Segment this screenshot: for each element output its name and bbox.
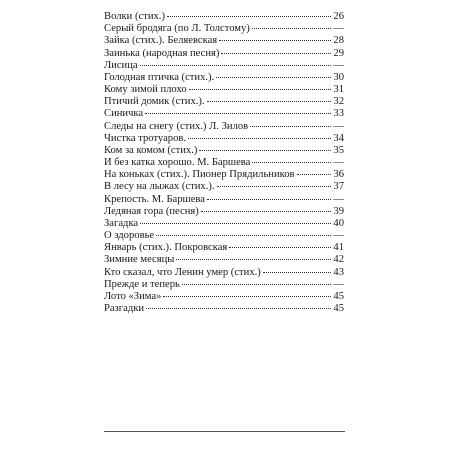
toc-entry xyxy=(104,157,344,169)
toc-entry xyxy=(104,145,344,157)
toc-entry-page-number: 45 xyxy=(333,303,344,315)
toc-entry-title: На коньках (стих.). Пионер Прядильников xyxy=(104,169,295,181)
toc-entry-title: О здоровье xyxy=(104,230,155,242)
toc-entry xyxy=(104,254,344,266)
toc-entry-page-number: 40 xyxy=(333,217,344,229)
toc-entry-title: Серый бродяга (по Л. Толстому) xyxy=(104,23,250,35)
toc-entry-title: Ледяная гора (песня) xyxy=(104,205,199,217)
toc-entry-page-number: — xyxy=(333,278,344,290)
toc-entry xyxy=(104,133,344,145)
toc-entry xyxy=(104,181,344,193)
toc-entry-title: Кто сказал, что Ленин умер (стих.) xyxy=(104,266,261,278)
toc-entry xyxy=(104,169,344,181)
toc-entry xyxy=(104,267,344,279)
toc-entry xyxy=(104,218,344,230)
toc-entry xyxy=(104,230,344,242)
toc-dot-leader xyxy=(252,162,331,163)
toc-dot-leader xyxy=(217,186,332,187)
toc-dot-leader xyxy=(163,296,331,297)
toc-entry-title: Следы на снегу (стих.) Л. Зилов xyxy=(104,120,249,132)
toc-entry-page-number: 26 xyxy=(333,11,344,22)
toc-dot-leader xyxy=(156,235,331,236)
toc-entry-title: Птичий домик (стих.). xyxy=(104,96,205,108)
toc-entry-title: Голодная птичка (стих.). xyxy=(104,71,215,83)
toc-entry-title: Кому зимой плохо xyxy=(104,84,187,96)
toc-dot-leader xyxy=(140,65,332,66)
toc-entry xyxy=(104,194,344,206)
toc-dot-leader xyxy=(145,113,331,114)
toc-entry-page-number: — xyxy=(333,193,344,205)
toc-entry-page-number: 29 xyxy=(333,47,344,59)
toc-entry xyxy=(104,11,344,23)
toc-entry-title: Синичка xyxy=(104,108,144,120)
toc-dot-leader xyxy=(216,77,331,78)
toc-entry-page-number: 32 xyxy=(333,96,344,108)
toc-dot-leader xyxy=(176,259,331,260)
toc-dot-leader xyxy=(189,89,332,90)
toc-entry-page-number: 35 xyxy=(333,144,344,156)
toc-entry xyxy=(104,35,344,47)
toc-entry-page-number: — xyxy=(333,230,344,242)
toc-entry xyxy=(104,303,344,315)
toc-dot-leader xyxy=(252,28,332,29)
toc-dot-leader xyxy=(167,16,331,17)
toc-entry-title: И без катка хорошо. М. Баршева xyxy=(104,157,251,169)
toc-entry xyxy=(104,84,344,96)
toc-dot-leader xyxy=(250,126,331,127)
toc-dot-leader xyxy=(182,284,332,285)
toc-entry-title: Разгадки xyxy=(104,303,145,315)
toc-entry-page-number: 34 xyxy=(333,132,344,144)
toc-entry-title: Январь (стих.). Покровская xyxy=(104,242,228,254)
toc-entry-title: Лисица xyxy=(104,59,138,71)
toc-entry-page-number: 41 xyxy=(333,242,344,254)
toc-entry-title: Крепость. М. Баршева xyxy=(104,193,205,205)
toc-entry xyxy=(104,206,344,218)
toc-entry-page-number: 42 xyxy=(333,254,344,266)
toc-entry-title: Прежде и теперь xyxy=(104,278,180,290)
table-of-contents xyxy=(104,11,344,315)
toc-entry-page-number: 33 xyxy=(333,108,344,120)
toc-entry-page-number: 39 xyxy=(333,205,344,217)
toc-entry xyxy=(104,242,344,254)
toc-entry-page-number: 31 xyxy=(333,84,344,96)
toc-entry-page-number: — xyxy=(333,23,344,35)
toc-entry-page-number: 28 xyxy=(333,35,344,47)
toc-entry-title: Заинька (народная песня) xyxy=(104,47,220,59)
toc-dot-leader xyxy=(201,211,332,212)
toc-entry xyxy=(104,291,344,303)
toc-entry xyxy=(104,60,344,72)
toc-entry-page-number: — xyxy=(333,157,344,169)
toc-entry-title: Загадка xyxy=(104,217,139,229)
toc-entry-page-number: — xyxy=(333,59,344,71)
toc-entry xyxy=(104,96,344,108)
toc-entry-page-number: 30 xyxy=(333,71,344,83)
toc-entry xyxy=(104,121,344,133)
toc-entry-page-number: 36 xyxy=(333,169,344,181)
toc-entry-title: Ком за комом (стих.) xyxy=(104,144,198,156)
toc-dot-leader xyxy=(207,101,332,102)
toc-dot-leader xyxy=(221,53,331,54)
toc-entry-title: Чистка тротуаров. xyxy=(104,132,187,144)
toc-entry-page-number: 37 xyxy=(333,181,344,193)
toc-dot-leader xyxy=(199,150,331,151)
toc-entry-page-number: — xyxy=(333,120,344,132)
toc-entry xyxy=(104,23,344,35)
toc-dot-leader xyxy=(297,174,332,175)
toc-entry-title: Зимние месяцы xyxy=(104,254,175,266)
toc-entry-title: Лото «Зима» xyxy=(104,290,162,302)
toc-entry xyxy=(104,108,344,120)
toc-dot-leader xyxy=(146,308,331,309)
toc-dot-leader xyxy=(263,272,332,273)
toc-dot-leader xyxy=(188,138,331,139)
toc-entry xyxy=(104,279,344,291)
toc-entry-title: В лесу на лыжах (стих.). xyxy=(104,181,215,193)
toc-entry-title: Волки (стих.) xyxy=(104,11,165,22)
toc-entry-page-number: 43 xyxy=(333,266,344,278)
toc-dot-leader xyxy=(219,40,331,41)
toc-entry-page-number: 45 xyxy=(333,290,344,302)
bottom-rule-divider xyxy=(104,431,345,432)
toc-entry-title: Зайка (стих.). Беляевская xyxy=(104,35,218,47)
toc-dot-leader xyxy=(207,199,331,200)
toc-entry xyxy=(104,48,344,60)
toc-dot-leader xyxy=(140,223,331,224)
toc-entry xyxy=(104,72,344,84)
toc-dot-leader xyxy=(229,247,331,248)
